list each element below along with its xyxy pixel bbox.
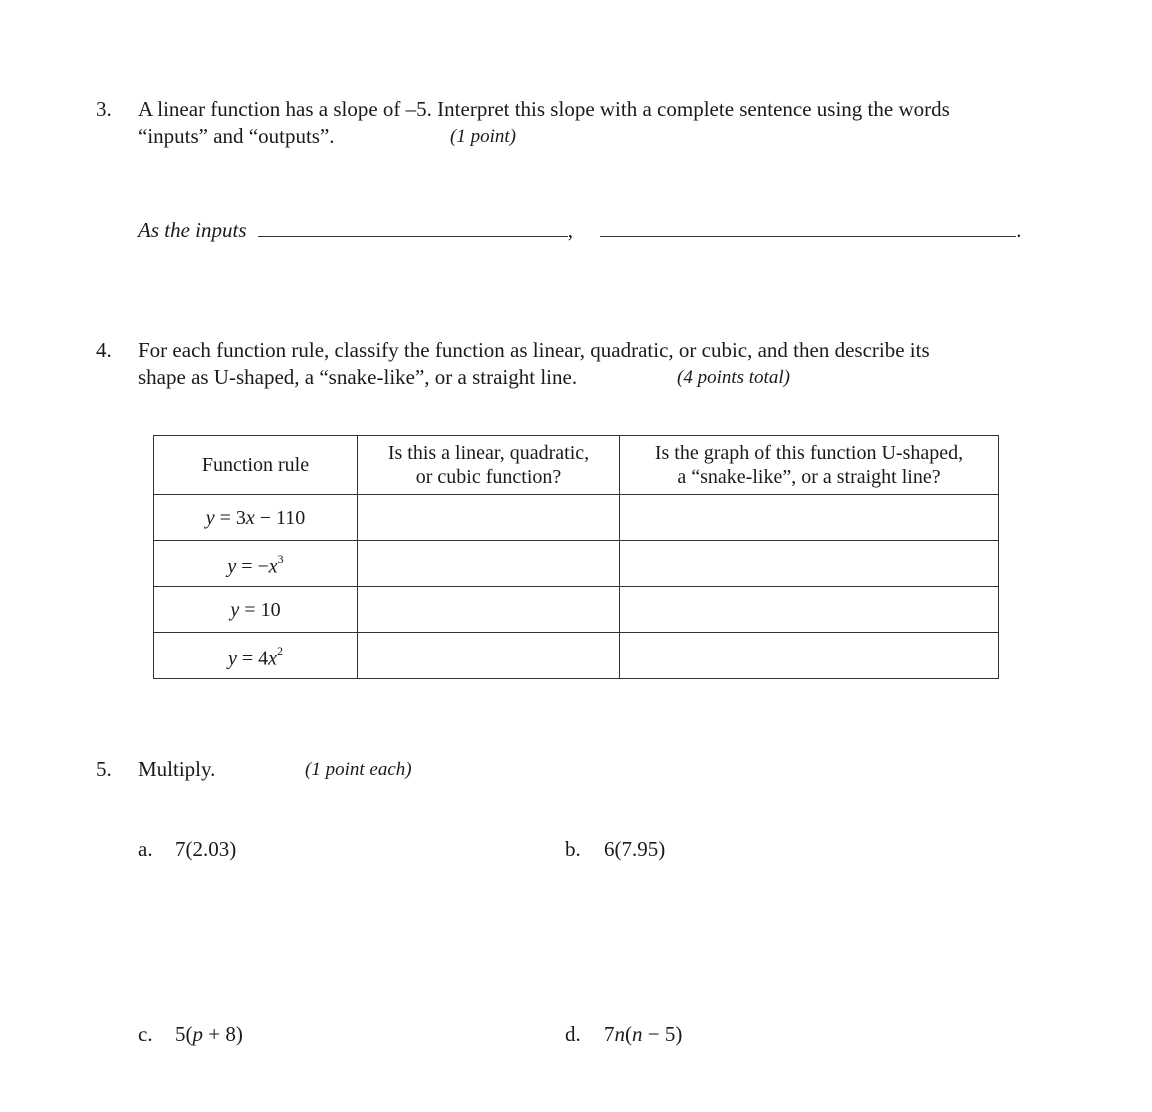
q4-text-line2: shape as U-shaped, a “snake-like”, or a straight line. xyxy=(138,365,578,389)
eq-part: = − xyxy=(236,555,269,578)
q5d-mid: ( xyxy=(625,1022,632,1046)
q4-text-line1: For each function rule, classify the function as linear, quadratic, or cubic, and then describe its xyxy=(138,338,930,362)
var-y: y xyxy=(227,647,237,670)
q5c-pre: 5( xyxy=(175,1022,193,1046)
q5d-label: d. xyxy=(565,1022,581,1046)
header-classification-line1: Is this a linear, quadratic, xyxy=(387,442,590,464)
var-y: y xyxy=(205,506,215,529)
shape-cell-4[interactable] xyxy=(620,633,999,679)
q3-number: 3. xyxy=(96,97,112,121)
eq-part: = 3 xyxy=(214,506,246,529)
q3-comma: , xyxy=(567,218,573,242)
q4-number: 4. xyxy=(96,338,112,362)
table-row xyxy=(154,541,999,587)
table-row xyxy=(154,587,999,633)
var-x: x xyxy=(268,647,278,670)
header-function-rule: Function rule xyxy=(154,436,358,495)
table-row xyxy=(154,495,999,541)
function-rule-1 xyxy=(154,495,358,541)
table-row xyxy=(154,633,999,679)
shape-cell-1[interactable] xyxy=(620,495,999,541)
q5a-label: a. xyxy=(138,837,153,861)
header-shape xyxy=(620,436,999,495)
var-p: p xyxy=(192,1022,203,1046)
shape-cell-2[interactable] xyxy=(620,541,999,587)
eq-rest: − 110 xyxy=(254,506,306,529)
function-rule-2 xyxy=(154,541,358,587)
q5b-label: b. xyxy=(565,837,581,861)
var-n: n xyxy=(614,1022,625,1046)
q3-answer-line xyxy=(138,216,1022,244)
var-y: y xyxy=(227,555,237,578)
q3-sentence-start: As the inputs xyxy=(138,218,247,242)
header-classification-line2: or cubic function? xyxy=(415,466,562,488)
var-n: n xyxy=(632,1022,643,1046)
header-shape-line1: Is the graph of this function U-shaped, xyxy=(654,442,964,464)
q3-blank-1[interactable] xyxy=(258,216,568,237)
eq-part: = 10 xyxy=(239,598,281,621)
q5c-label: c. xyxy=(138,1022,153,1046)
classification-cell-1[interactable] xyxy=(358,495,620,541)
q5d-expression xyxy=(604,1021,682,1048)
classification-cell-2[interactable] xyxy=(358,541,620,587)
q4-points: (4 points total) xyxy=(677,367,790,388)
q5-points: (1 point each) xyxy=(305,759,412,780)
q5b-expression: 6(7.95) xyxy=(604,837,666,861)
q3-period: . xyxy=(1016,218,1022,242)
q3-text-line2: “inputs” and “outputs”. xyxy=(138,124,335,148)
header-shape-line2: a “snake-like”, or a straight line? xyxy=(677,466,941,488)
table-header-row xyxy=(154,436,999,495)
classification-cell-3[interactable] xyxy=(358,587,620,633)
q3-blank-2[interactable] xyxy=(600,216,1016,237)
function-rule-3 xyxy=(154,587,358,633)
shape-cell-3[interactable] xyxy=(620,587,999,633)
q3-points: (1 point) xyxy=(450,126,516,147)
q5c-expression xyxy=(175,1021,243,1048)
q3-text-line1: A linear function has a slope of –5. Interpret this slope with a complete sentence using the words xyxy=(138,97,950,121)
q5c-post: + 8) xyxy=(203,1022,243,1046)
eq-part: = 4 xyxy=(236,647,269,670)
exponent: 3 xyxy=(277,551,284,566)
q5a-expression: 7(2.03) xyxy=(175,837,237,861)
function-rule-4 xyxy=(154,633,358,679)
q5d-post: − 5) xyxy=(642,1022,683,1046)
q5d-pre: 7 xyxy=(604,1022,615,1046)
var-x: x xyxy=(245,506,255,529)
q5-number: 5. xyxy=(96,757,112,781)
function-table xyxy=(153,435,999,679)
var-y: y xyxy=(230,598,240,621)
exponent: 2 xyxy=(277,643,284,658)
classification-cell-4[interactable] xyxy=(358,633,620,679)
var-x: x xyxy=(268,555,278,578)
header-classification xyxy=(358,436,620,495)
q5-title: Multiply. xyxy=(138,757,216,781)
